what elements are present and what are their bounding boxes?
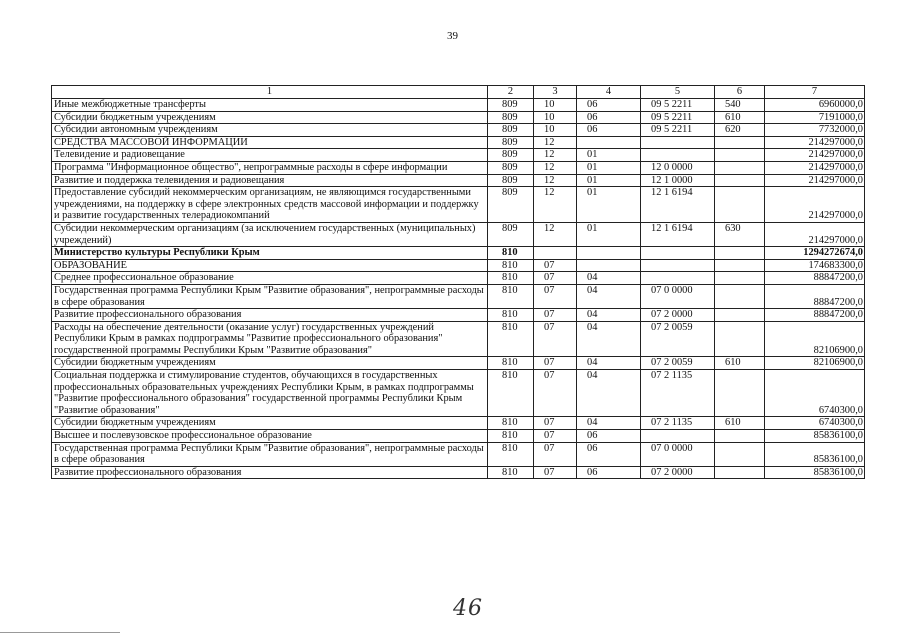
row-c3-cell: 12 — [534, 187, 577, 223]
row-c4-cell: 01 — [577, 187, 641, 223]
row-name-cell: Развитие профессионального образования — [52, 309, 488, 322]
row-c4-cell: 06 — [577, 99, 641, 112]
row-c5-cell: 07 2 1135 — [641, 370, 715, 417]
row-c7-cell: 88847200,0 — [765, 272, 865, 285]
row-c4-cell: 01 — [577, 174, 641, 187]
row-c7-cell: 214297000,0 — [765, 149, 865, 162]
table-row — [52, 247, 865, 260]
row-c5-cell — [641, 272, 715, 285]
row-c7-cell: 214297000,0 — [765, 136, 865, 149]
row-c7-cell: 7732000,0 — [765, 124, 865, 137]
row-c2-cell: 810 — [488, 466, 534, 479]
header-cell: 4 — [577, 86, 641, 99]
row-c7-cell: 214297000,0 — [765, 161, 865, 174]
row-c5-cell: 09 5 2211 — [641, 111, 715, 124]
row-c6-cell — [715, 161, 765, 174]
row-c2-cell: 809 — [488, 174, 534, 187]
row-c5-cell: 09 5 2211 — [641, 99, 715, 112]
row-c5-cell: 12 1 6194 — [641, 187, 715, 223]
table-row — [52, 187, 865, 223]
row-c6-cell — [715, 259, 765, 272]
row-c4-cell — [577, 259, 641, 272]
row-c2-cell: 809 — [488, 222, 534, 246]
row-c5-cell — [641, 259, 715, 272]
row-name-cell: Программа "Информационное общество", непрограммные расходы в сфере информации — [52, 161, 488, 174]
table-row — [52, 149, 865, 162]
row-c3-cell: 07 — [534, 309, 577, 322]
row-c2-cell: 809 — [488, 136, 534, 149]
row-c2-cell: 810 — [488, 430, 534, 443]
row-c3-cell: 07 — [534, 442, 577, 466]
table-row — [52, 370, 865, 417]
table-row — [52, 174, 865, 187]
row-name-cell: Развитие и поддержка телевидения и радиовещания — [52, 174, 488, 187]
table-row — [52, 309, 865, 322]
row-c2-cell: 810 — [488, 272, 534, 285]
row-name-cell: Расходы на обеспечение деятельности (оказание услуг) государственных учреждений Республики Крым в рамках подпрограммы "Развитие профессионального образования" государственной программы Республики Крым "Развитие образования" — [52, 321, 488, 357]
row-c5-cell: 07 2 0000 — [641, 309, 715, 322]
row-name-cell: Предоставление субсидий некоммерческим организациям, не являющимся государственными учреждениями, на поддержку в сфере электронных средств массовой информации и поддержку и развитие государственных телерадиокомпаний — [52, 187, 488, 223]
row-c3-cell: 12 — [534, 161, 577, 174]
table-row — [52, 259, 865, 272]
row-c2-cell: 809 — [488, 111, 534, 124]
table-row — [52, 222, 865, 246]
row-c6-cell: 610 — [715, 417, 765, 430]
row-c5-cell — [641, 430, 715, 443]
row-name-cell: Государственная программа Республики Крым "Развитие образования", непрограммные расходы в сфере образования — [52, 442, 488, 466]
row-c3-cell: 12 — [534, 174, 577, 187]
row-c2-cell: 809 — [488, 149, 534, 162]
row-c2-cell: 810 — [488, 309, 534, 322]
row-c7-cell: 1294272674,0 — [765, 247, 865, 260]
row-c3-cell — [534, 247, 577, 260]
row-c7-cell: 214297000,0 — [765, 174, 865, 187]
row-c7-cell: 82106900,0 — [765, 321, 865, 357]
row-c5-cell: 07 0 0000 — [641, 442, 715, 466]
row-c5-cell: 07 0 0000 — [641, 284, 715, 308]
header-cell: 2 — [488, 86, 534, 99]
row-c6-cell — [715, 370, 765, 417]
row-c6-cell — [715, 136, 765, 149]
row-name-cell: Среднее профессиональное образование — [52, 272, 488, 285]
row-c4-cell: 06 — [577, 111, 641, 124]
header-cell: 5 — [641, 86, 715, 99]
table-row — [52, 357, 865, 370]
row-name-cell: Иные межбюджетные трансферты — [52, 99, 488, 112]
row-c4-cell: 06 — [577, 430, 641, 443]
table-header-row — [52, 86, 865, 99]
row-c5-cell: 07 2 0059 — [641, 321, 715, 357]
row-c4-cell: 04 — [577, 321, 641, 357]
row-c5-cell — [641, 136, 715, 149]
row-name-cell: ОБРАЗОВАНИЕ — [52, 259, 488, 272]
row-c4-cell: 01 — [577, 161, 641, 174]
page-number: 39 — [447, 30, 458, 42]
row-c2-cell: 810 — [488, 417, 534, 430]
row-name-cell: Субсидии бюджетным учреждениям — [52, 111, 488, 124]
row-name-cell: СРЕДСТВА МАССОВОЙ ИНФОРМАЦИИ — [52, 136, 488, 149]
row-c3-cell: 10 — [534, 124, 577, 137]
table-row — [52, 417, 865, 430]
handwritten-page-mark: 46 — [453, 596, 483, 621]
row-c3-cell: 12 — [534, 222, 577, 246]
header-cell: 7 — [765, 86, 865, 99]
row-c3-cell: 10 — [534, 111, 577, 124]
row-c5-cell — [641, 149, 715, 162]
table-row — [52, 430, 865, 443]
row-c2-cell: 810 — [488, 370, 534, 417]
table-row — [52, 466, 865, 479]
row-c6-cell — [715, 284, 765, 308]
row-c5-cell: 12 1 6194 — [641, 222, 715, 246]
row-c2-cell: 810 — [488, 321, 534, 357]
row-c4-cell: 06 — [577, 442, 641, 466]
row-name-cell: Высшее и послевузовское профессиональное образование — [52, 430, 488, 443]
row-c6-cell: 620 — [715, 124, 765, 137]
row-c6-cell: 610 — [715, 357, 765, 370]
row-c4-cell — [577, 136, 641, 149]
row-c6-cell — [715, 442, 765, 466]
row-c3-cell: 07 — [534, 417, 577, 430]
row-c6-cell — [715, 187, 765, 223]
row-c6-cell — [715, 247, 765, 260]
row-name-cell: Социальная поддержка и стимулирование студентов, обучающихся в государственных профессиональных образовательных учреждениях Республики Крым, в рамках подпрограммы "Развитие профессионального образования" государственной программы Республики Крым "Развитие образования" — [52, 370, 488, 417]
row-name-cell: Государственная программа Республики Крым "Развитие образования", непрограммные расходы в сфере образования — [52, 284, 488, 308]
table-row — [52, 161, 865, 174]
budget-table — [51, 85, 865, 479]
row-c3-cell: 07 — [534, 284, 577, 308]
row-c7-cell: 214297000,0 — [765, 187, 865, 223]
row-c7-cell: 85836100,0 — [765, 466, 865, 479]
row-c7-cell: 85836100,0 — [765, 430, 865, 443]
table-row — [52, 272, 865, 285]
row-c6-cell — [715, 174, 765, 187]
row-c3-cell: 07 — [534, 321, 577, 357]
row-c2-cell: 809 — [488, 187, 534, 223]
row-c5-cell — [641, 247, 715, 260]
row-c6-cell — [715, 149, 765, 162]
table-row — [52, 136, 865, 149]
row-c3-cell: 07 — [534, 370, 577, 417]
row-c2-cell: 810 — [488, 442, 534, 466]
row-c3-cell: 07 — [534, 272, 577, 285]
row-c6-cell: 630 — [715, 222, 765, 246]
row-c2-cell: 809 — [488, 99, 534, 112]
row-c4-cell: 04 — [577, 370, 641, 417]
row-c7-cell: 85836100,0 — [765, 442, 865, 466]
bottom-rule — [0, 632, 120, 633]
table-row — [52, 111, 865, 124]
header-cell: 6 — [715, 86, 765, 99]
row-c3-cell: 07 — [534, 259, 577, 272]
table-row — [52, 99, 865, 112]
row-c5-cell: 07 2 0059 — [641, 357, 715, 370]
row-c4-cell — [577, 247, 641, 260]
row-c6-cell — [715, 272, 765, 285]
row-c2-cell: 810 — [488, 357, 534, 370]
row-name-cell: Субсидии некоммерческим организациям (за исключением государственных (муниципальных) учреждений) — [52, 222, 488, 246]
table-row — [52, 284, 865, 308]
row-c3-cell: 12 — [534, 136, 577, 149]
row-name-cell: Субсидии бюджетным учреждениям — [52, 357, 488, 370]
row-c3-cell: 07 — [534, 430, 577, 443]
table-row — [52, 124, 865, 137]
row-c4-cell: 01 — [577, 222, 641, 246]
row-name-cell: Министерство культуры Республики Крым — [52, 247, 488, 260]
row-c3-cell: 07 — [534, 466, 577, 479]
row-c3-cell: 07 — [534, 357, 577, 370]
row-c4-cell: 01 — [577, 149, 641, 162]
row-name-cell: Субсидии автономным учреждениям — [52, 124, 488, 137]
row-c2-cell: 810 — [488, 284, 534, 308]
row-c4-cell: 04 — [577, 417, 641, 430]
row-c2-cell: 809 — [488, 161, 534, 174]
row-c7-cell: 82106900,0 — [765, 357, 865, 370]
row-name-cell: Развитие профессионального образования — [52, 466, 488, 479]
row-c2-cell: 810 — [488, 247, 534, 260]
row-c5-cell: 12 0 0000 — [641, 161, 715, 174]
row-c3-cell: 12 — [534, 149, 577, 162]
row-c6-cell: 540 — [715, 99, 765, 112]
row-c5-cell: 07 2 0000 — [641, 466, 715, 479]
row-c4-cell: 04 — [577, 272, 641, 285]
row-c5-cell: 12 1 0000 — [641, 174, 715, 187]
table-row — [52, 442, 865, 466]
header-cell: 1 — [52, 86, 488, 99]
row-c5-cell: 09 5 2211 — [641, 124, 715, 137]
row-c6-cell — [715, 466, 765, 479]
row-c7-cell: 6740300,0 — [765, 370, 865, 417]
row-c4-cell: 06 — [577, 124, 641, 137]
table-row — [52, 321, 865, 357]
row-c6-cell: 610 — [715, 111, 765, 124]
row-c6-cell — [715, 321, 765, 357]
row-c2-cell: 810 — [488, 259, 534, 272]
row-c7-cell: 6740300,0 — [765, 417, 865, 430]
header-cell: 3 — [534, 86, 577, 99]
row-c6-cell — [715, 430, 765, 443]
row-c7-cell: 214297000,0 — [765, 222, 865, 246]
row-name-cell: Субсидии бюджетным учреждениям — [52, 417, 488, 430]
row-c5-cell: 07 2 1135 — [641, 417, 715, 430]
row-c2-cell: 809 — [488, 124, 534, 137]
row-c3-cell: 10 — [534, 99, 577, 112]
row-c4-cell: 04 — [577, 357, 641, 370]
row-c7-cell: 6960000,0 — [765, 99, 865, 112]
row-c6-cell — [715, 309, 765, 322]
row-c7-cell: 88847200,0 — [765, 284, 865, 308]
row-c4-cell: 04 — [577, 309, 641, 322]
row-name-cell: Телевидение и радиовещание — [52, 149, 488, 162]
row-c4-cell: 04 — [577, 284, 641, 308]
row-c7-cell: 174683300,0 — [765, 259, 865, 272]
row-c4-cell: 06 — [577, 466, 641, 479]
row-c7-cell: 88847200,0 — [765, 309, 865, 322]
row-c7-cell: 7191000,0 — [765, 111, 865, 124]
